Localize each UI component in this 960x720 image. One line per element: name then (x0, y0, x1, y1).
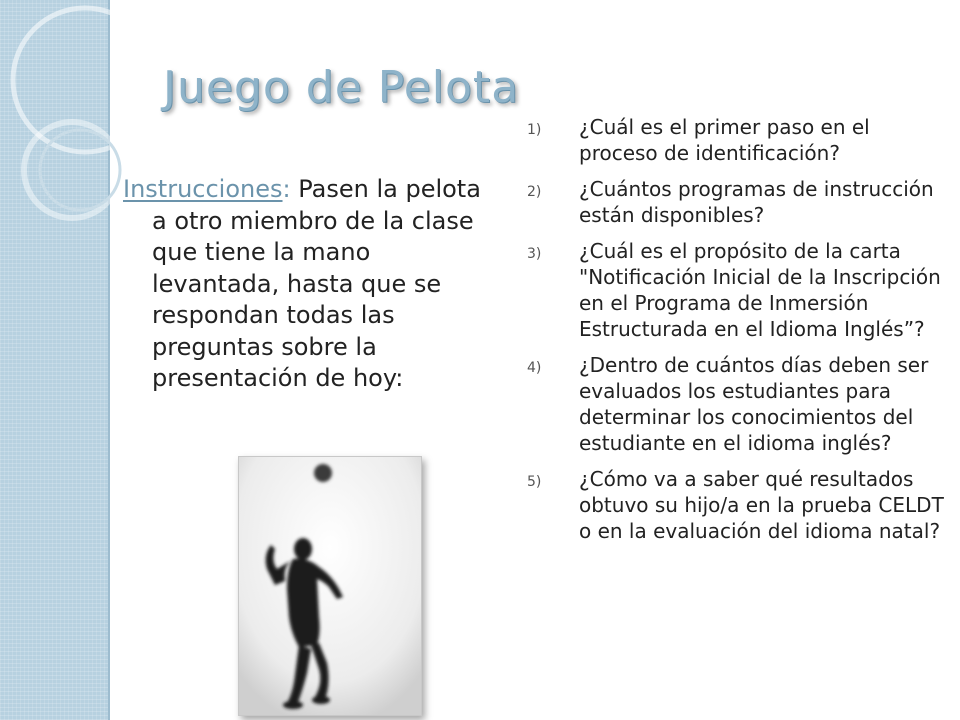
question-item (527, 466, 947, 544)
instructions-label: Instrucciones (123, 175, 283, 203)
instructions-block (123, 174, 483, 395)
instructions-text: Pasen la pelota a otro miembro de la clase que tiene la mano levantada, hasta que se respondan todas las preguntas sobre la presentación de hoy: (152, 175, 481, 392)
question-text: ¿Cómo va a saber qué resultados obtuvo su hijo/a en la prueba CELDT o en la evaluación del idioma natal? (579, 467, 944, 543)
question-text: ¿Cuántos programas de instrucción están disponibles? (579, 177, 934, 227)
slide-title: Juego de Pelota (163, 62, 520, 113)
question-number: 1) (527, 122, 542, 138)
question-item (527, 352, 947, 456)
question-text: ¿Cuál es el primer paso en el proceso de identificación? (579, 115, 870, 165)
volleyball-player-photo (238, 456, 422, 716)
question-number: 4) (527, 360, 542, 376)
question-item (527, 114, 947, 166)
question-item (527, 176, 947, 228)
volleyball-player-silhouette-icon (239, 457, 421, 715)
question-number: 2) (527, 184, 542, 200)
instructions-separator: : (282, 175, 291, 203)
question-text: ¿Dentro de cuántos días deben ser evaluados los estudiantes para determinar los conocimientos del estudiante en el idioma inglés? (579, 353, 929, 455)
questions-list (527, 114, 947, 554)
question-text: ¿Cuál es el propósito de la carta "Notificación Inicial de la Inscripción en el Programa de Inmersión Estructurada en el Idioma Inglés”? (579, 239, 941, 341)
question-item (527, 238, 947, 342)
question-number: 5) (527, 474, 542, 490)
question-number: 3) (527, 246, 542, 262)
